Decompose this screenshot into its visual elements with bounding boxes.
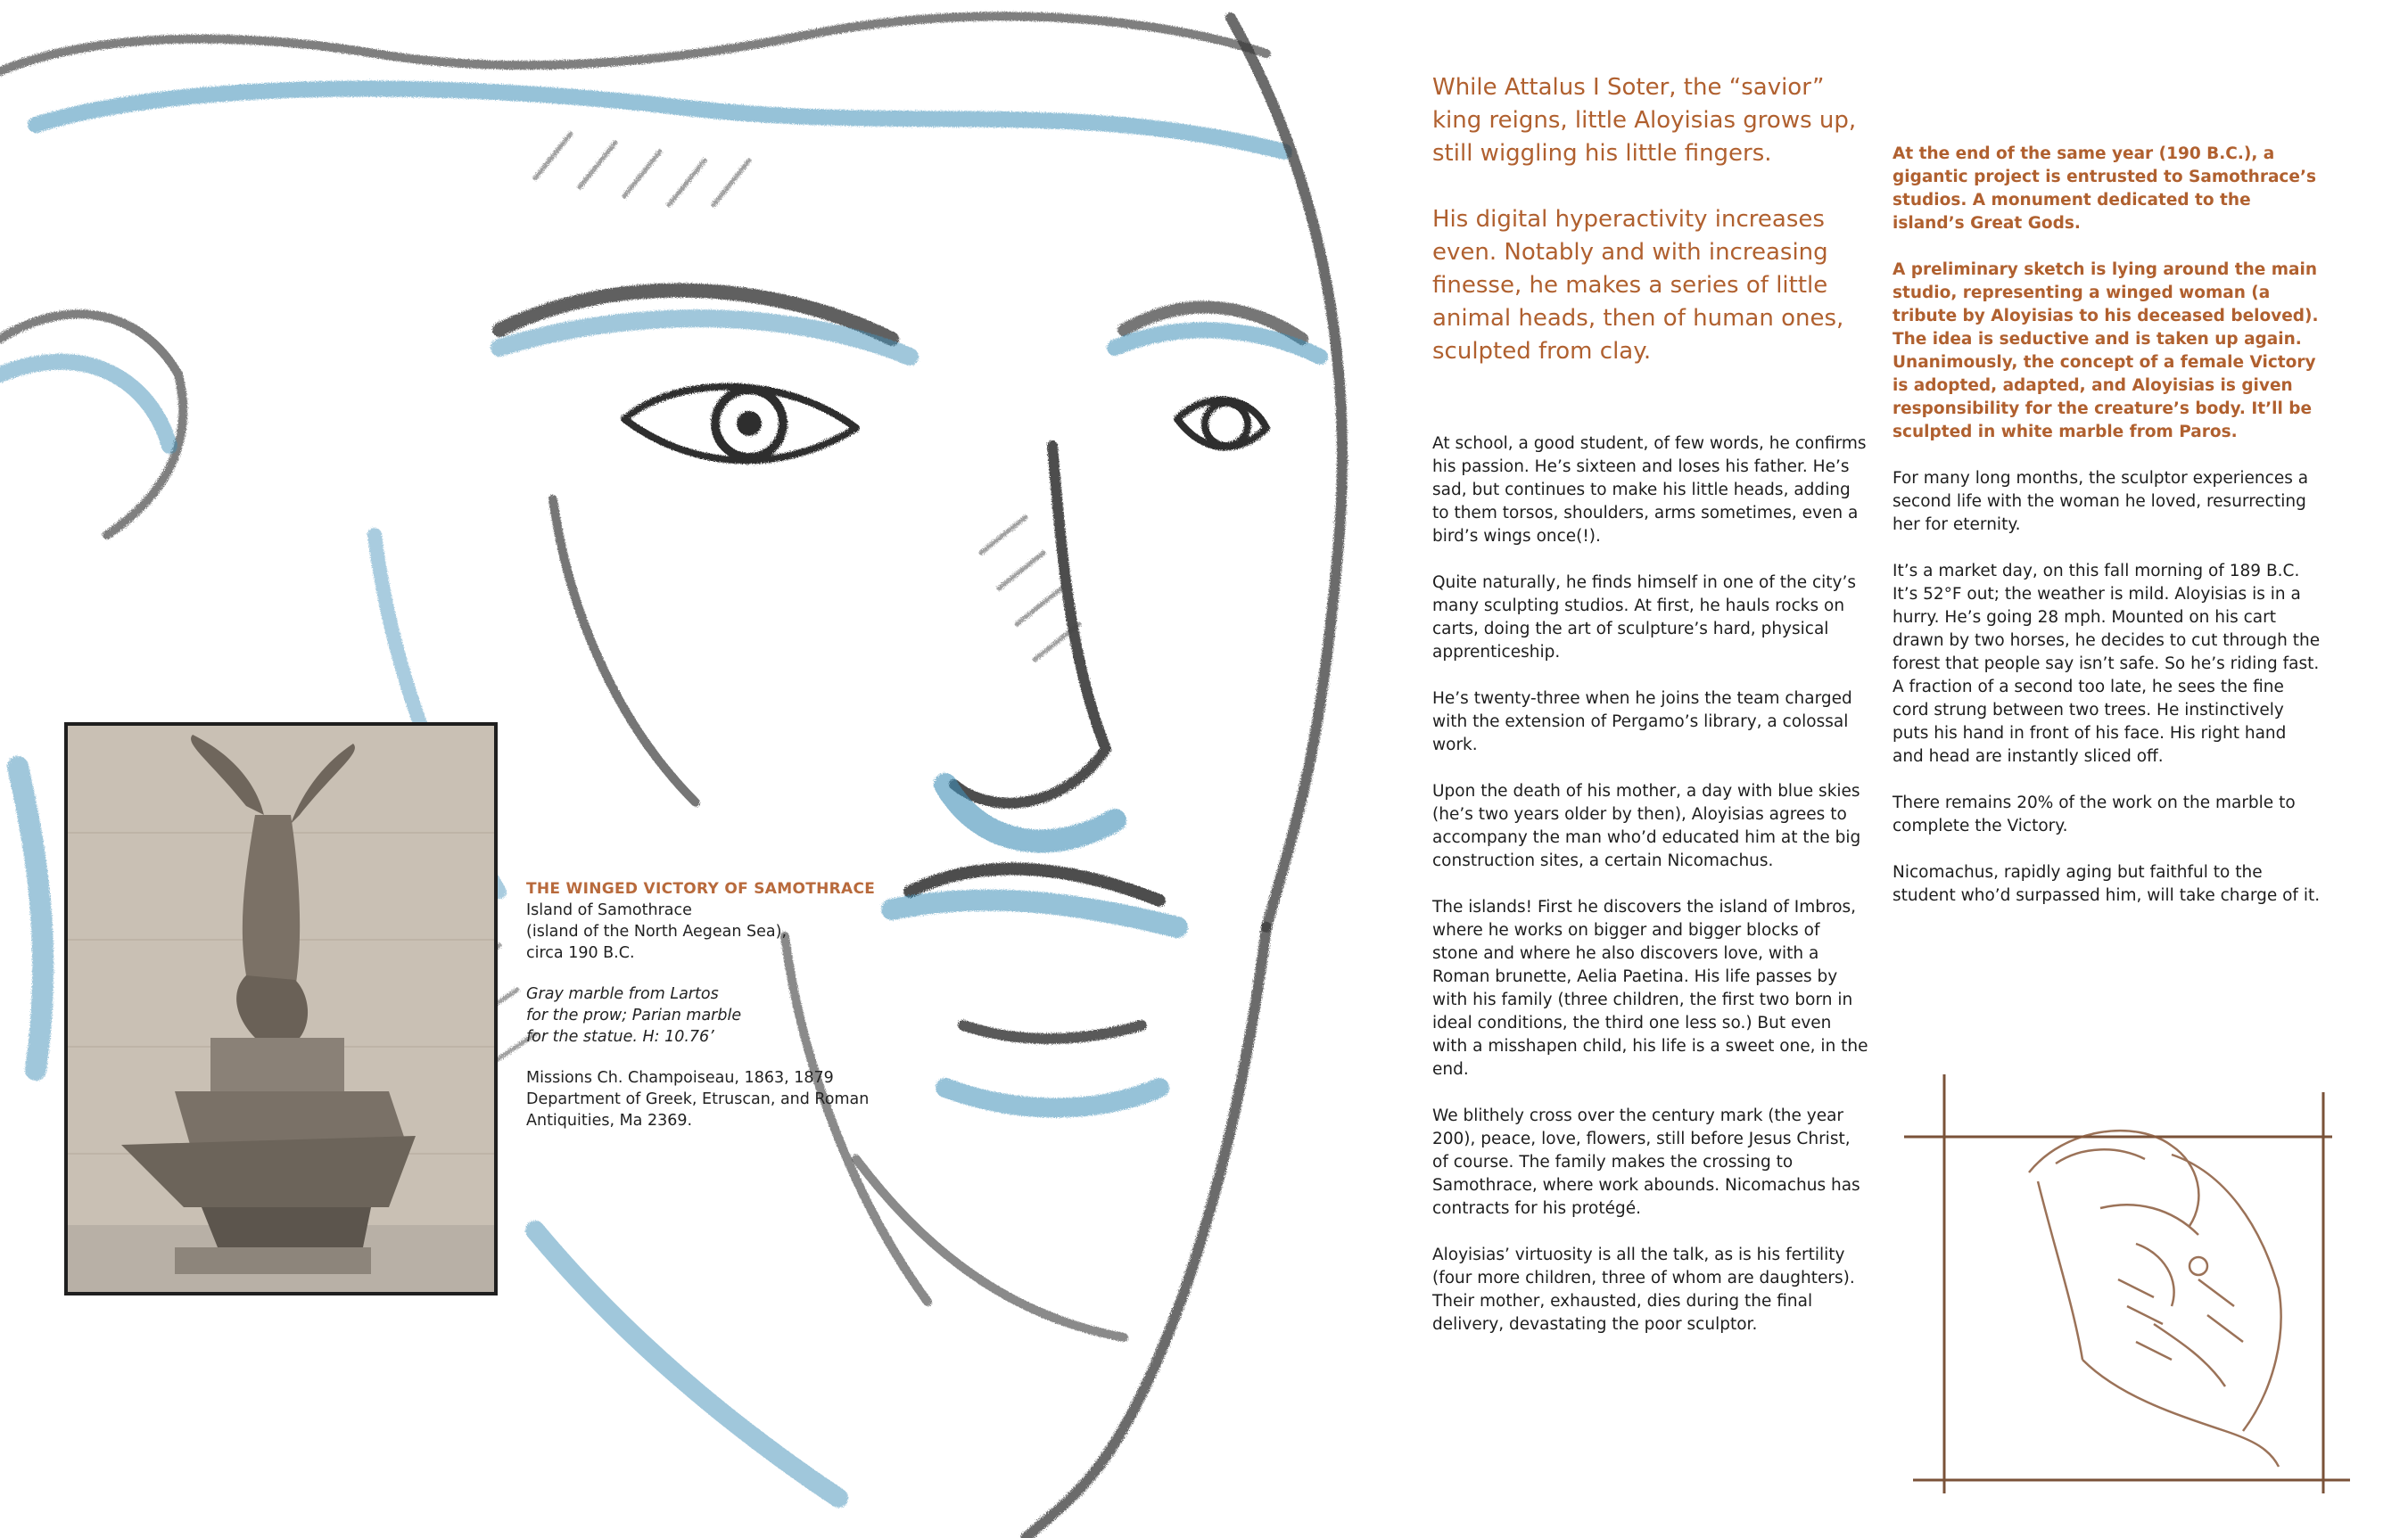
caption-line: Island of Samothrace [526,901,692,919]
highlight-paragraph: A preliminary sketch is lying around the main studio, representing a winged woman (a tribute by Aloyisias to his deceased beloved). The idea is seductive and is taken up again. Unanimously, the concept of a female Victory is adopted, adapted, and Aloyisias is given responsibility for the creature’s body. It’ll be sculpted in white marble from Paros. [1893,260,2319,441]
body-column-right [1893,143,2321,931]
statue-image [68,726,494,1292]
sepia-head-sketch [1904,1074,2350,1493]
caption-line: Missions Ch. Champoiseau, 1863, 1879 [526,1069,834,1087]
body-paragraph: There remains 20% of the work on the marble to complete the Victory. [1893,794,2296,835]
lead-paragraph: While Attalus I Soter, the “savior” king reigns, little Aloyisias grows up, still wiggling his little fingers. [1432,74,1857,167]
caption-line: Gray marble from Lartos [526,985,719,1003]
body-column-left [1432,432,1869,1360]
body-paragraph: Nicomachus, rapidly aging but faithful to the student who’d surpassed him, will take charge of it. [1893,863,2321,905]
body-paragraph: Quite naturally, he finds himself in one of the city’s many sculpting studios. At first, he hauls rocks on carts, doing the art of sculpture’s hard, physical apprenticeship. [1432,573,1857,662]
caption-line: (island of the North Aegean Sea), [526,923,788,941]
caption-line: Department of Greek, Etruscan, and Roman [526,1090,870,1108]
caption-line: for the prow; Parian marble [526,1007,742,1024]
body-paragraph: At school, a good student, of few words, he confirms his passion. He’s sixteen and loses his father. He’s sad, but continues to make his little heads, adding to them torsos, shoulders, arms sometimes, even a bird’s wings once(!). [1432,434,1867,546]
lead-text [1432,71,1860,401]
body-paragraph: Upon the death of his mother, a day with blue skies (he’s two years older by then), Aloyisias agrees to accompany the man who’d educated him at the big construction sites, a certain Nicomachus. [1432,782,1861,870]
body-paragraph: We blithely cross over the century mark (the year 200), peace, love, flowers, still before Jesus Christ, of course. The family makes the crossing to Samothrace, where work abounds. Nicomachus has contracts for his protégé. [1432,1106,1860,1218]
caption-title: THE WINGED VICTORY OF SAMOTHRACE [526,880,876,898]
body-paragraph: It’s a market day, on this fall morning of 189 B.C. It’s 52°F out; the weather is mild. Aloyisias is in a hurry. He’s going 28 mph. Mounted on his cart drawn by two horses, he decides to cut through the forest that people say isn’t safe. So he’s riding fast. A fraction of a second too late, he sees the fine cord strung between two trees. He instinctively puts his hand in front of his face. His right hand and head are instantly sliced off. [1893,562,2321,766]
body-paragraph: The islands! First he discovers the island of Imbros, where he works on bigger and bigger blocks of stone and where he also discovers love, with a Roman brunette, Aelia Paetina. His life passes by with his family (three children, the first two born in ideal conditions, the third one less so.) But even with a misshapen child, his life is a sweet one, in the end. [1432,898,1868,1079]
body-paragraph: Aloyisias’ virtuosity is all the talk, as is his fertility (four more children, three of whom are daughters). Their mother, exhausted, dies during the final delivery, devastating the poor sculptor. [1432,1246,1855,1334]
caption-line: Antiquities, Ma 2369. [526,1112,693,1130]
caption-credit [526,1067,901,1131]
winged-victory-photo [64,722,498,1295]
body-paragraph: For many long months, the sculptor experiences a second life with the woman he loved, resurrecting her for eternity. [1893,469,2309,534]
highlight-paragraph: At the end of the same year (190 B.C.), a gigantic project is entrusted to Samothrace’s studios. A monument dedicated to the island’s Great Gods. [1893,144,2316,233]
lead-paragraph: His digital hyperactivity increases even. Notably and with increasing finesse, he makes a series of little animal heads, then of human ones, sculpted from clay. [1432,206,1844,365]
caption-material [526,983,901,1048]
caption-line: for the statue. H: 10.76’ [526,1028,714,1046]
caption-origin [526,900,901,964]
artwork-caption [526,878,901,1151]
body-paragraph: He’s twenty-three when he joins the team charged with the extension of Pergamo’s library, a colossal work. [1432,689,1852,754]
caption-line: circa 190 B.C. [526,944,635,962]
